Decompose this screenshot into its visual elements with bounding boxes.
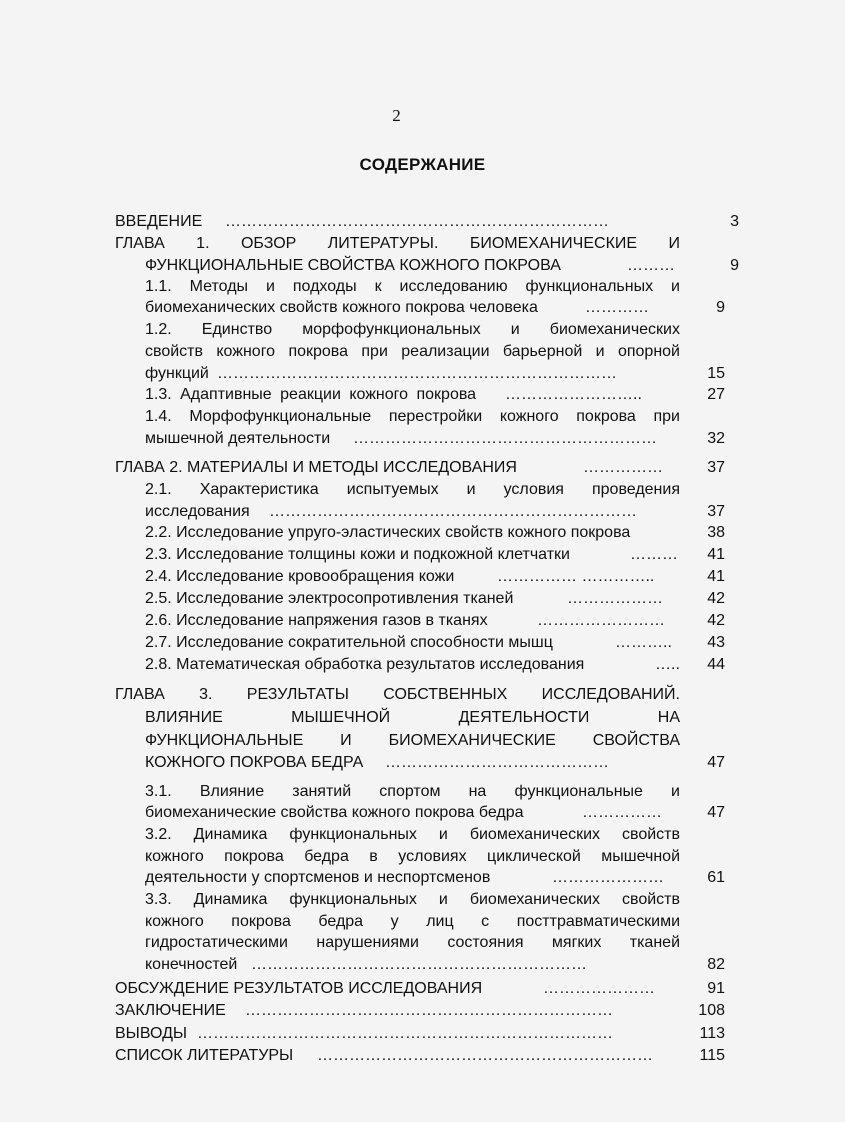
- toc-entry-label: ВЫВОДЫ: [115, 1025, 188, 1042]
- toc-page-number: 38: [707, 524, 725, 541]
- toc-entry-label: мышечной деятельности: [145, 430, 331, 447]
- toc-section-2-5: [145, 589, 725, 609]
- toc-section-3-3-line3: гидростатическими нарушениями состояния мягких тканей: [145, 934, 680, 951]
- toc-section-2-4: [145, 567, 725, 587]
- toc-leader-dots: ………: [627, 257, 675, 274]
- toc-entry-label: СПИСОК ЛИТЕРАТУРЫ: [115, 1047, 294, 1064]
- toc-leader-dots: ………………………………………………………: [317, 1047, 653, 1064]
- toc-leader-dots: …………………: [552, 869, 664, 886]
- toc-section-1-1: [145, 298, 725, 318]
- page-number: 2: [392, 106, 401, 125]
- toc-page-number: 108: [698, 1002, 725, 1019]
- toc-page-number: 9: [716, 299, 725, 316]
- toc-section-2-1-line1: 2.1. Характеристика испытуемых и условия проведения: [145, 481, 680, 498]
- toc-leader-dots: …………………………………………………………………: [217, 365, 617, 382]
- toc-entry-label: 1.3. Адаптивные реакции кожного покрова: [145, 386, 477, 403]
- toc-entry-label: 2.5. Исследование электросопротивления тканей: [145, 590, 514, 607]
- toc-chapter-3-line1: ГЛАВА 3. РЕЗУЛЬТАТЫ СОБСТВЕННЫХ ИССЛЕДОВАНИЙ.: [115, 686, 680, 703]
- toc-entry-label: 2.7. Исследование сократительной способности мышц: [145, 634, 553, 651]
- toc-page-number: 82: [707, 956, 725, 973]
- toc-page-number: 27: [707, 386, 725, 403]
- toc-leader-dots: ……………………………………………………………: [245, 1002, 613, 1019]
- toc-page-number: 3: [730, 213, 739, 230]
- toc-leader-dots: ………: [630, 546, 678, 563]
- toc-section-3-1-line1: 3.1. Влияние занятий спортом на функциональные и: [145, 783, 680, 800]
- toc-chapter-3: [145, 753, 725, 773]
- toc-section-1-4-line1: 1.4. Морфофункциональные перестройки кожного покрова при: [145, 408, 680, 425]
- toc-section-3-3: [145, 955, 725, 975]
- toc-leader-dots: ………..: [615, 634, 672, 651]
- toc-chapter-3-line3: ФУНКЦИОНАЛЬНЫЕ И БИОМЕХАНИЧЕСКИЕ СВОЙСТВА: [145, 732, 680, 749]
- toc-leader-dots: ……………………: [537, 612, 665, 629]
- toc-section-3-3-line2: кожного покрова бедра у лиц с посттравматическими: [145, 913, 680, 930]
- toc-page-number: 47: [707, 804, 725, 821]
- toc-leader-dots: …………: [585, 299, 649, 316]
- toc-entry-label: ГЛАВА 2. МАТЕРИАЛЫ И МЕТОДЫ ИССЛЕДОВАНИЯ: [115, 459, 517, 476]
- toc-page-number: 47: [707, 754, 725, 771]
- toc-entry-discussion: [115, 979, 725, 999]
- toc-page-number: 91: [707, 980, 725, 997]
- toc-chapter-2: [115, 458, 725, 478]
- toc-leader-dots: ……………………………………: [385, 754, 609, 771]
- toc-leader-dots: ………………: [567, 590, 663, 607]
- toc-section-1-3: [145, 385, 725, 405]
- toc-page-number: 43: [707, 634, 725, 651]
- toc-page-number: 15: [707, 365, 725, 382]
- toc-section-3-2-line2: кожного покрова бедра в условиях циклической мышечной: [145, 848, 680, 865]
- toc-page-number: 41: [707, 568, 725, 585]
- toc-leader-dots: ……………: [583, 459, 663, 476]
- toc-entry-label: биомеханических свойств кожного покрова человека: [145, 299, 538, 316]
- toc-entry-label: конечностей: [145, 956, 238, 973]
- toc-page-number: 44: [707, 656, 725, 673]
- toc-entry-label: 2.4. Исследование кровообращения кожи: [145, 568, 455, 585]
- toc-entry-label: 2.3. Исследование толщины кожи и подкожной клетчатки: [145, 546, 570, 563]
- toc-page-number: 115: [699, 1047, 725, 1064]
- toc-leader-dots: ……………………………………………………………: [269, 503, 637, 520]
- toc-leader-dots: …………………………………………………: [353, 430, 657, 447]
- toc-page-number: 42: [707, 590, 725, 607]
- toc-entry-label: функций: [145, 365, 209, 382]
- toc-section-1-2: [145, 364, 725, 384]
- toc-leader-dots: ……………………………………………………………………: [197, 1025, 613, 1042]
- toc-section-1-2-line2: свойств кожного покрова при реализации барьерной и опорной: [145, 343, 680, 360]
- toc-title: СОДЕРЖАНИЕ: [359, 155, 486, 174]
- toc-leader-dots: …………… …………..: [497, 568, 655, 585]
- toc-page-number: 37: [707, 459, 725, 476]
- toc-leader-dots: ………………………………………………………: [251, 956, 587, 973]
- toc-entry-intro: [115, 212, 739, 232]
- toc-page-number: 61: [707, 869, 725, 886]
- toc-entry-references: [115, 1046, 725, 1066]
- toc-chapter-1-line1: ГЛАВА 1. ОБЗОР ЛИТЕРАТУРЫ. БИОМЕХАНИЧЕСКИЕ И: [115, 235, 680, 252]
- toc-entry-label: деятельности у спортсменов и неспортсменов: [145, 869, 491, 886]
- toc-entry-label: биомеханические свойства кожного покрова бедра: [145, 804, 524, 821]
- toc-leader-dots: ……………: [582, 804, 662, 821]
- toc-entry-findings: [115, 1024, 725, 1044]
- toc-page-number: 9: [730, 257, 739, 274]
- toc-section-3-1: [145, 803, 725, 823]
- toc-chapter-3-line2: ВЛИЯНИЕ МЫШЕЧНОЙ ДЕЯТЕЛЬНОСТИ НА: [145, 709, 680, 726]
- toc-entry-label: ОБСУЖДЕНИЕ РЕЗУЛЬТАТОВ ИССЛЕДОВАНИЯ: [115, 980, 483, 997]
- toc-section-2-8: [145, 655, 725, 675]
- toc-section-1-2-line1: 1.2. Единство морфофункциональных и биомеханических: [145, 321, 680, 338]
- toc-entry-label: ФУНКЦИОНАЛЬНЫЕ СВОЙСТВА КОЖНОГО ПОКРОВА: [145, 257, 561, 274]
- toc-entry-label: 2.2. Исследование упруго-эластических свойств кожного покрова: [145, 524, 631, 541]
- toc-leader-dots: …………………: [543, 980, 655, 997]
- toc-section-2-1: [145, 502, 725, 522]
- toc-section-3-2: [145, 868, 725, 888]
- toc-section-2-2: [145, 523, 725, 543]
- toc-entry-conclusion: [115, 1001, 725, 1021]
- toc-section-3-3-line1: 3.3. Динамика функциональных и биомеханических свойств: [145, 891, 680, 908]
- toc-leader-dots: ………………………………………………………………: [225, 213, 609, 230]
- toc-leader-dots: ……………………..: [505, 386, 642, 403]
- toc-section-2-3: [145, 545, 725, 565]
- toc-entry-label: исследования: [145, 503, 250, 520]
- toc-page-number: 32: [707, 430, 725, 447]
- toc-entry-label: КОЖНОГО ПОКРОВА БЕДРА: [145, 754, 364, 771]
- toc-page-number: 113: [699, 1025, 725, 1042]
- toc-entry-label: 2.8. Математическая обработка результатов исследования: [145, 656, 585, 673]
- toc-leader-dots: …..: [655, 656, 680, 673]
- toc-page-number: 37: [707, 503, 725, 520]
- toc-section-2-6: [145, 611, 725, 631]
- toc-page-number: 42: [707, 612, 725, 629]
- toc-page-number: 41: [707, 546, 725, 563]
- toc-section-1-4: [145, 429, 725, 449]
- toc-entry-label: 2.6. Исследование напряжения газов в тканях: [145, 612, 488, 629]
- toc-chapter-1: [145, 256, 739, 276]
- toc-entry-label: ВВЕДЕНИЕ: [115, 213, 203, 230]
- toc-section-1-1-line1: 1.1. Методы и подходы к исследованию функциональных и: [145, 278, 680, 295]
- toc-section-3-2-line1: 3.2. Динамика функциональных и биомеханических свойств: [145, 826, 680, 843]
- toc-entry-label: ЗАКЛЮЧЕНИЕ: [115, 1002, 226, 1019]
- toc-section-2-7: [145, 633, 725, 653]
